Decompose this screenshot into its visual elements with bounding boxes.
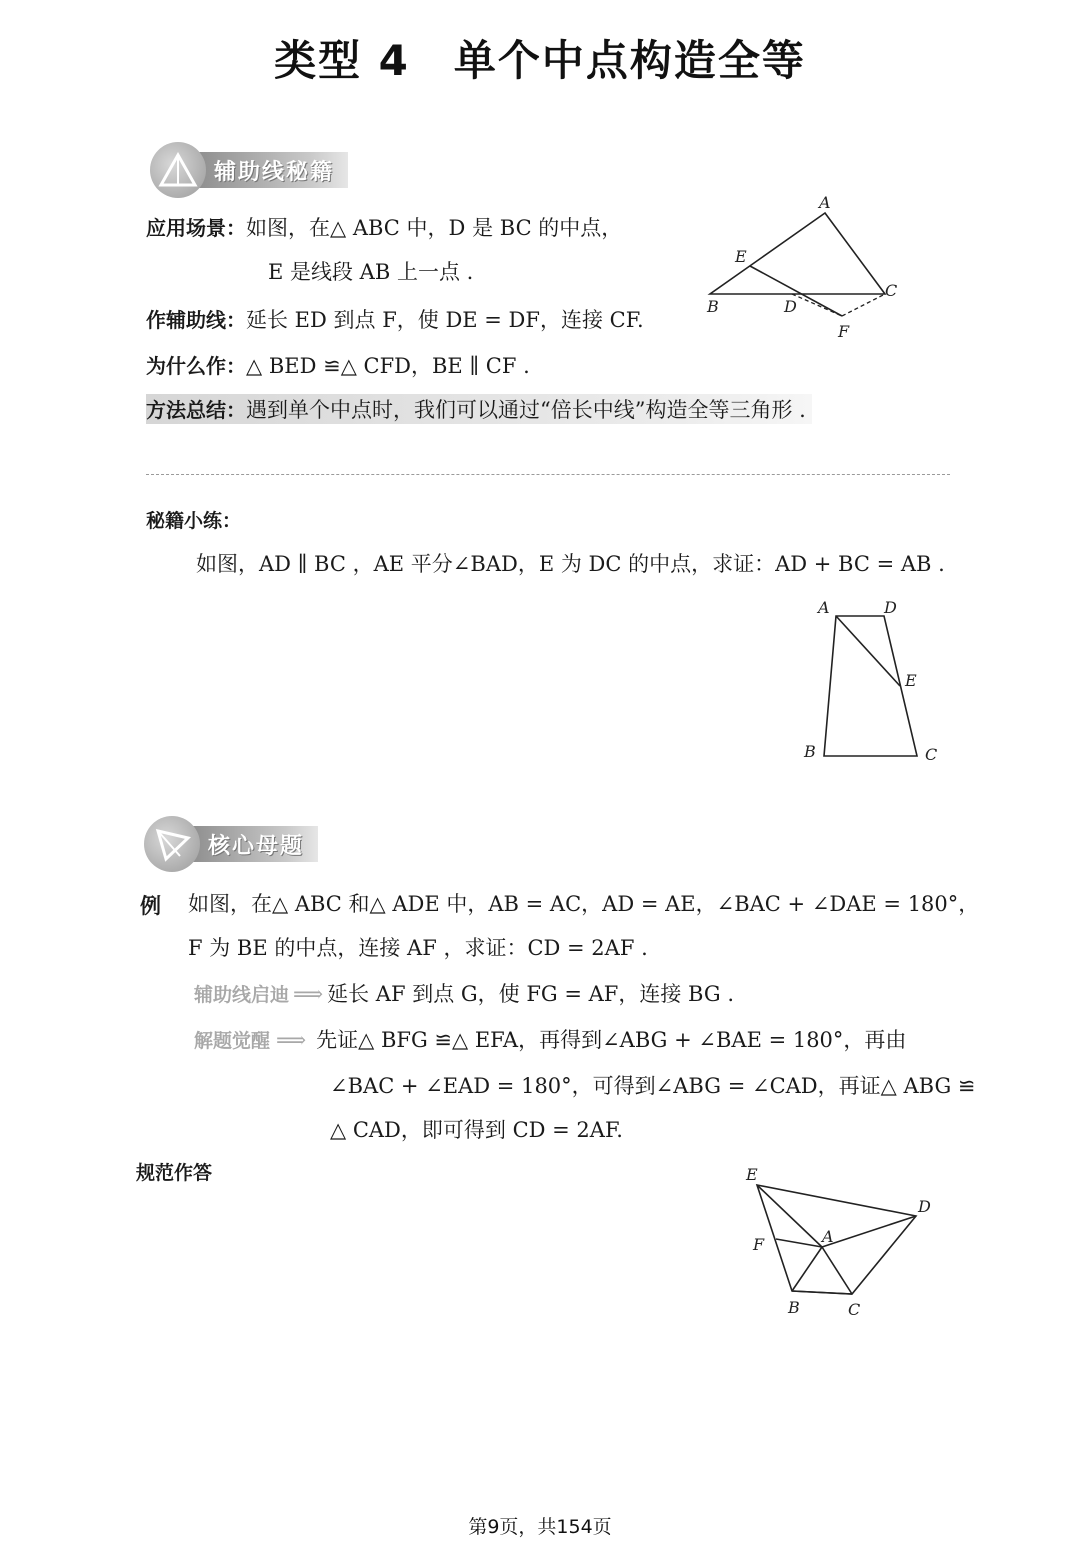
label-f: F: [838, 322, 850, 341]
aux-text: 延长 ED 到点 F，使 DE = DF，连接 CF.: [246, 308, 644, 332]
section-banner-core: [144, 822, 318, 866]
hint-aux-text: 延长 AF 到点 G，使 FG = AF，连接 BG .: [327, 982, 734, 1006]
why-label: 为什么作：: [146, 354, 246, 378]
label-a: A: [818, 598, 830, 617]
example-label: 例: [140, 894, 161, 918]
trapezoid-abcd: [824, 616, 917, 756]
section-banner-aux: [150, 148, 348, 192]
segment-bc: [792, 1291, 852, 1294]
label-b: B: [707, 297, 719, 316]
label-e: E: [905, 671, 917, 690]
triangle-icon: [150, 142, 206, 198]
banner-label: 辅助线秘籍: [198, 152, 348, 188]
label-a: A: [822, 1227, 834, 1246]
hint-solve-line-1: 先证△ BFG ≌△ EFA，再得到∠ABG + ∠BAE = 180°，再由: [316, 1028, 907, 1052]
example-line-2: F 为 BE 的中点，连接 AF ，求证：CD = 2AF .: [188, 936, 648, 960]
answer-label: 规范作答: [136, 1162, 213, 1184]
segment-ca: [822, 1247, 852, 1294]
label-c: C: [848, 1300, 861, 1319]
scene-text-1: 如图，在△ ABC 中，D 是 BC 的中点，: [246, 216, 623, 240]
label-b: B: [788, 1298, 800, 1317]
figure-trapezoid: [795, 592, 955, 772]
example-line-1: 如图，在△ ABC 和△ ADE 中，AB = AC，AD = AE，∠BAC + ∠DAE = 180°，: [188, 892, 980, 916]
scene-text-2: E 是线段 AB 上一点 .: [268, 260, 474, 284]
segment-da: [822, 1216, 916, 1247]
label-c: C: [925, 745, 938, 764]
practice-label: 秘籍小练：: [146, 510, 242, 532]
label-e: E: [735, 247, 747, 266]
page-footer: 第9页，共154页: [468, 1516, 612, 1538]
method-label: 方法总结：: [146, 398, 246, 422]
hint-solve-row: [194, 1026, 906, 1054]
figure-triangle-abc: [700, 190, 920, 350]
label-e: E: [746, 1165, 758, 1184]
arrow-icon: ⟹: [276, 1028, 307, 1052]
practice-text: 如图，AD ∥ BC ，AE 平分∠BAD，E 为 DC 的中点，求证：AD + BC = AB .: [196, 552, 945, 576]
label-c: C: [885, 281, 898, 300]
segment-ba: [792, 1247, 822, 1291]
label-d: D: [918, 1197, 931, 1216]
label-d: D: [784, 297, 797, 316]
method-row: [146, 394, 812, 424]
label-b: B: [804, 742, 816, 761]
hint-solve-line-3: △ CAD，即可得到 CD = 2AF.: [330, 1118, 623, 1142]
hint-solve-label: 解题觉醒: [194, 1030, 271, 1052]
method-text: 遇到单个中点时，我们可以通过“倍长中线”构造全等三角形 .: [246, 398, 806, 422]
hint-aux-label: 辅助线启迪: [194, 984, 290, 1006]
why-text: △ BED ≌△ CFD，BE ∥ CF .: [246, 354, 530, 378]
figure-two-triangles: [735, 1160, 945, 1325]
aux-row: [146, 304, 644, 334]
divider: [146, 474, 950, 475]
arrow-icon: ⟹: [293, 982, 324, 1006]
scene-row: [146, 212, 622, 242]
aux-label: 作辅助线：: [146, 308, 246, 332]
why-row: [146, 350, 530, 380]
segment-cf-dashed: [842, 294, 885, 316]
banner-label: 核心母题: [192, 826, 318, 862]
hint-solve-line-2: ∠BAC + ∠EAD = 180°，可得到∠ABG = ∠CAD，再证△ ABG ≌: [330, 1074, 976, 1098]
label-a: A: [819, 193, 831, 212]
label-f: F: [753, 1235, 765, 1254]
page-title: 类型 4 单个中点构造全等: [274, 36, 806, 85]
segment-ae: [836, 616, 900, 686]
hint-aux-row: [194, 980, 734, 1008]
scene-label: 应用场景：: [146, 216, 246, 240]
label-d: D: [884, 598, 897, 617]
triangle-icon: [144, 816, 200, 872]
